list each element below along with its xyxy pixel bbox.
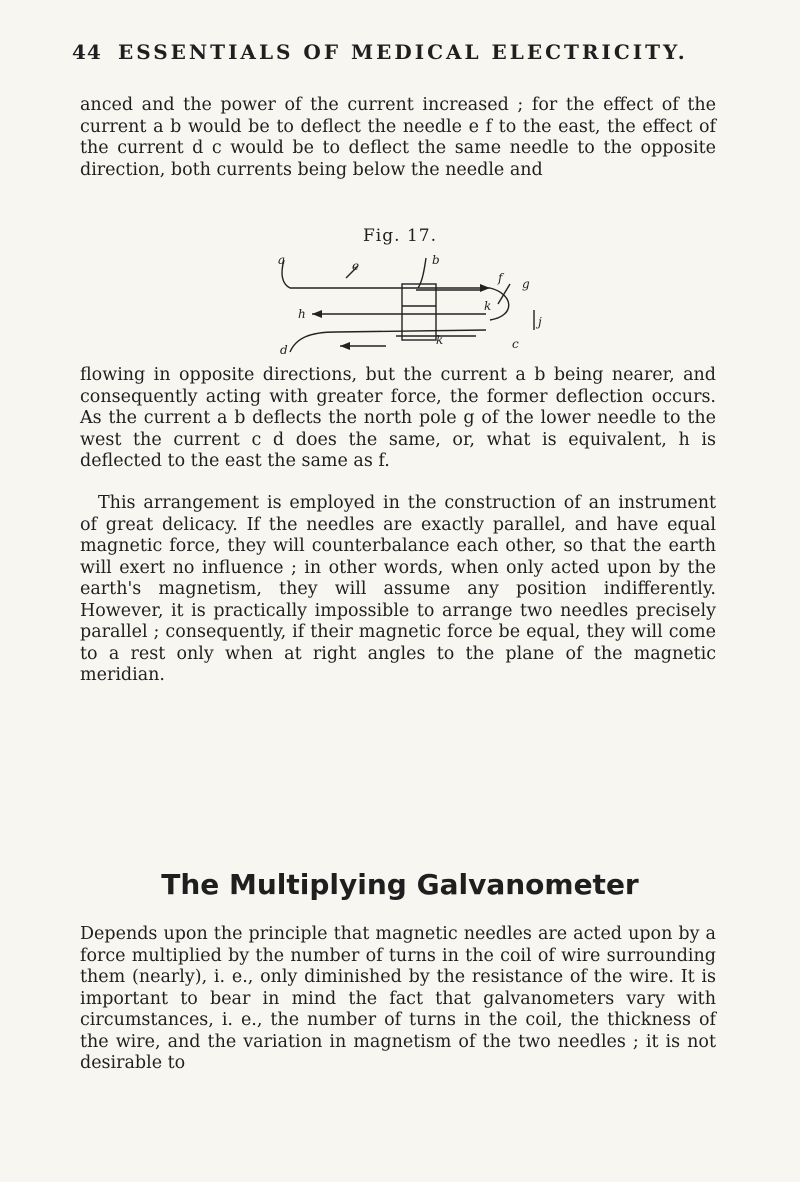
- lower-curve: [290, 332, 336, 352]
- label-a: a: [278, 254, 286, 267]
- middle-arrow-head: [312, 310, 322, 318]
- label-c: c: [512, 337, 519, 351]
- section-heading: The Multiplying Galvanometer: [161, 868, 639, 901]
- label-k-lower: k: [436, 333, 444, 347]
- lower-current-line: [336, 330, 486, 332]
- label-h: h: [298, 307, 306, 321]
- running-head-title: ESSENTIALS OF MEDICAL ELECTRICITY.: [117, 40, 688, 64]
- label-b: b: [432, 254, 440, 267]
- figure-17-diagram: [276, 254, 546, 356]
- label-f: f: [498, 271, 503, 285]
- label-e: e: [352, 259, 360, 273]
- label-d: d: [280, 343, 288, 356]
- figure-caption: Fig. 17.: [363, 226, 437, 246]
- paragraph-continuation: flowing in opposite directions, but the current a b being nearer, and consequently acting with greater force, the former deflection occurs. As the current a b deflects the north pole g of the lower needle to the west the current c d does the same, or, what is equivalent, h is deflected to the east the same as f.: [80, 365, 716, 471]
- paragraph-intro: anced and the power of the current increased ; for the effect of the current a b would be to deflect the needle e f to the east, the effect of the current d c would be to deflect the same needle to the opposite direction, both currents being below the needle and: [80, 95, 716, 180]
- label-k: k: [484, 299, 492, 313]
- running-head: [72, 40, 732, 64]
- paragraph-galvanometer: Depends upon the principle that magnetic needles are acted upon by a force multiplied by the number of turns in the coil of wire surrounding them (nearly), i. e., only diminished by the resistance of the wire. It is important to bear in mind the fact that galvanometers vary with circumstances, i. e., the number of turns in the coil, the thickness of the wire, and the variation in magnetism of the two needles ; it is not desirable to: [80, 924, 716, 1073]
- paragraph-arrangement: This arrangement is employed in the construction of an instrument of great delicacy. If the needles are exactly parallel, and have equal magnetic force, they will counterbalance each other, so that the earth will exert no influence ; in other words, when only acted upon by the earth's magnetism, they will assume any position indifferently. However, it is practically impossible to arrange two needles precisely parallel ; consequently, if their magnetic force be equal, they will come to a rest only when at right angles to the plane of the magnetic meridian.: [80, 493, 716, 685]
- needle-current-diagram: [276, 254, 546, 356]
- upper-arrow-head: [480, 284, 490, 292]
- bottom-arrow-head: [340, 342, 350, 350]
- label-j: j: [538, 315, 542, 329]
- right-loop: [490, 288, 509, 320]
- label-g: g: [522, 277, 530, 291]
- page-number: 44: [72, 40, 102, 64]
